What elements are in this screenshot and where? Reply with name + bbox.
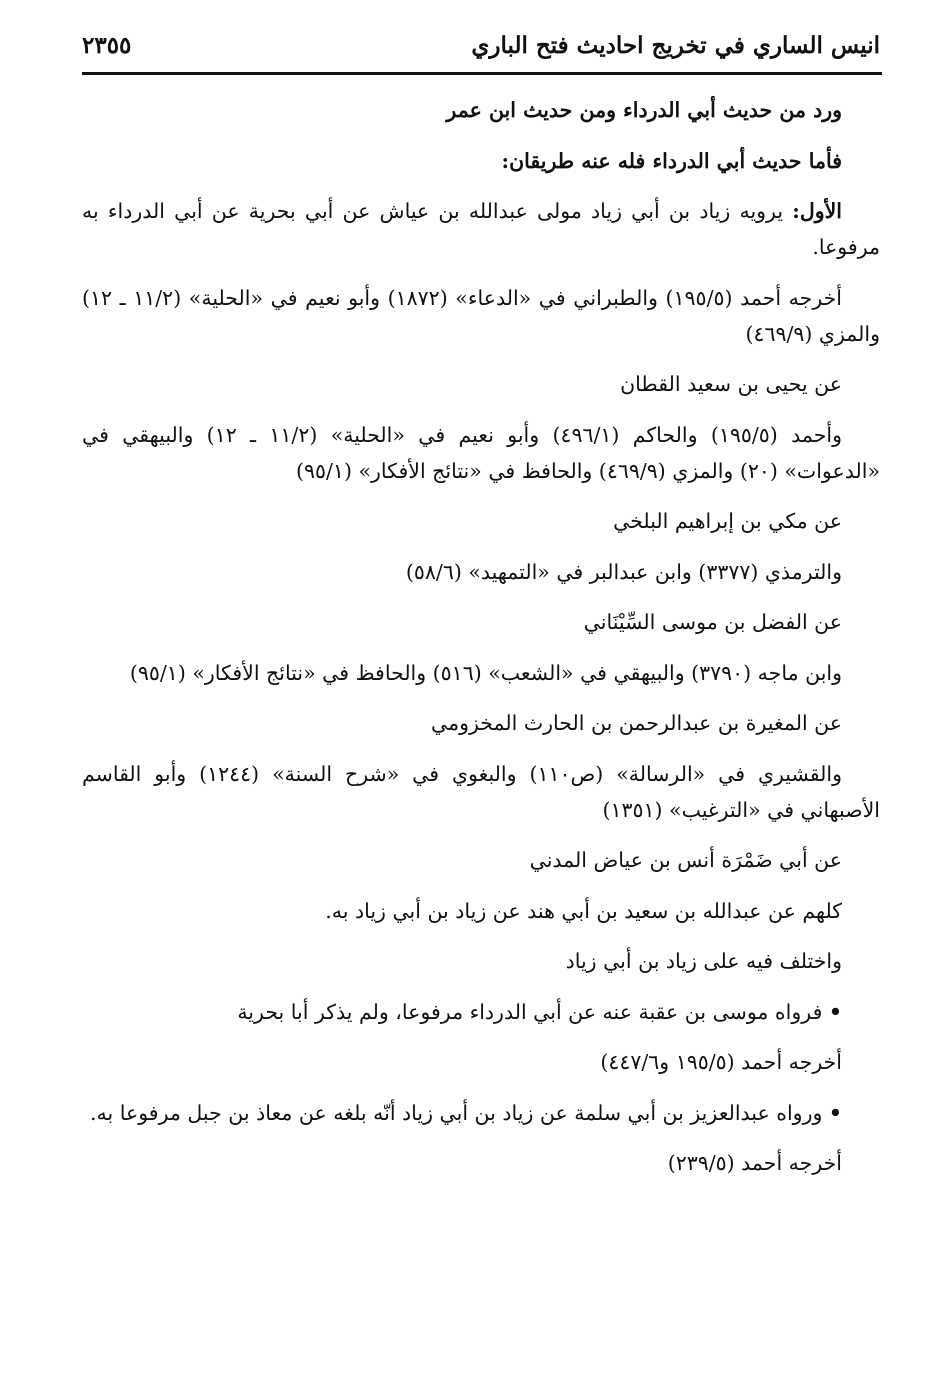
paragraph-section-heading: فأما حديث أبي الدرداء فله عنه طريقان: xyxy=(501,148,842,173)
paragraph-narrator: عن أبي ضَمْرَة أنس بن عياض المدني xyxy=(529,848,842,872)
running-title: انيس الساري في تخريج احاديث فتح الباري xyxy=(471,32,880,59)
paragraph-narrator: عن المغيرة بن عبدالرحمن بن الحارث المخزومي xyxy=(431,711,842,735)
paragraph-citation: والترمذي (٣٣٧٧) وابن عبدالبر في «التمهيد» (٥٨/٦) xyxy=(405,559,842,584)
paragraph-citation: والقشيري في «الرسالة» (ص١١٠) والبغوي في «شرح السنة» (١٢٤٤) وأبو القاسم الأصبهاني في «الترغيب» (١٣٥١) xyxy=(82,761,880,822)
bullet-dot: • xyxy=(828,999,842,1024)
paragraph-narrator: عن يحيى بن سعيد القطان xyxy=(620,372,842,396)
paragraph-citation: أخرجه أحمد (٢٣٩/٥) xyxy=(667,1151,842,1175)
bullet-item: • ورواه عبدالعزيز بن أبي سلمة عن زياد بن أبي زياد أنّه بلغه عن معاذ بن جبل مرفوعا به. xyxy=(90,1100,842,1125)
page-header xyxy=(82,30,880,68)
paragraph-citation: أخرجه أحمد (١٩٥/٥) والطبراني في «الدعاء» (١٨٧٢) وأبو نعيم في «الحلية» (١١/٢ ـ ١٢) والمزي (٤٦٩/٩) xyxy=(82,285,880,346)
header-rule xyxy=(82,72,882,75)
paragraph-summary: كلهم عن عبدالله بن سعيد بن أبي هند عن زياد بن أبي زياد به. xyxy=(325,898,842,923)
paragraph-narrator: عن الفضل بن موسى السِّيْنَاني xyxy=(583,610,842,634)
paragraph-citation: وأحمد (١٩٥/٥) والحاكم (٤٩٦/١) وأبو نعيم في «الحلية» (١١/٢ ـ ١٢) والبيهقي في «الدعوات» (٢٠) والمزي (٤٦٩/٩) والحافظ في «نتائج الأفكار» (٩٥/١) xyxy=(82,422,880,483)
paragraph-citation: أخرجه أحمد (١٩٥/٥ و٤٤٧/٦) xyxy=(600,1050,842,1074)
lead-label: الأول: xyxy=(792,199,842,223)
paragraph-intro: ورد من حديث أبي الدرداء ومن حديث ابن عمر xyxy=(446,98,842,122)
bullet-item: • فرواه موسى بن عقبة عنه عن أبي الدرداء مرفوعا، ولم يذكر أبا بحرية xyxy=(237,999,842,1024)
paragraph-first-route: الأول: يرويه زياد بن أبي زياد مولى عبدالله بن عياش عن أبي بحرية عن أبي الدرداء به مرفوعا. xyxy=(82,199,880,259)
paragraph-disagreement: واختلف فيه على زياد بن أبي زياد xyxy=(565,949,842,973)
paragraph-citation: وابن ماجه (٣٧٩٠) والبيهقي في «الشعب» (٥١٦) والحافظ في «نتائج الأفكار» (٩٥/١) xyxy=(129,660,842,685)
page-number: ٢٣٥٥ xyxy=(82,32,132,59)
page-body xyxy=(82,92,880,1196)
bullet-dot: • xyxy=(828,1100,842,1125)
paragraph-narrator: عن مكي بن إبراهيم البلخي xyxy=(613,509,842,533)
